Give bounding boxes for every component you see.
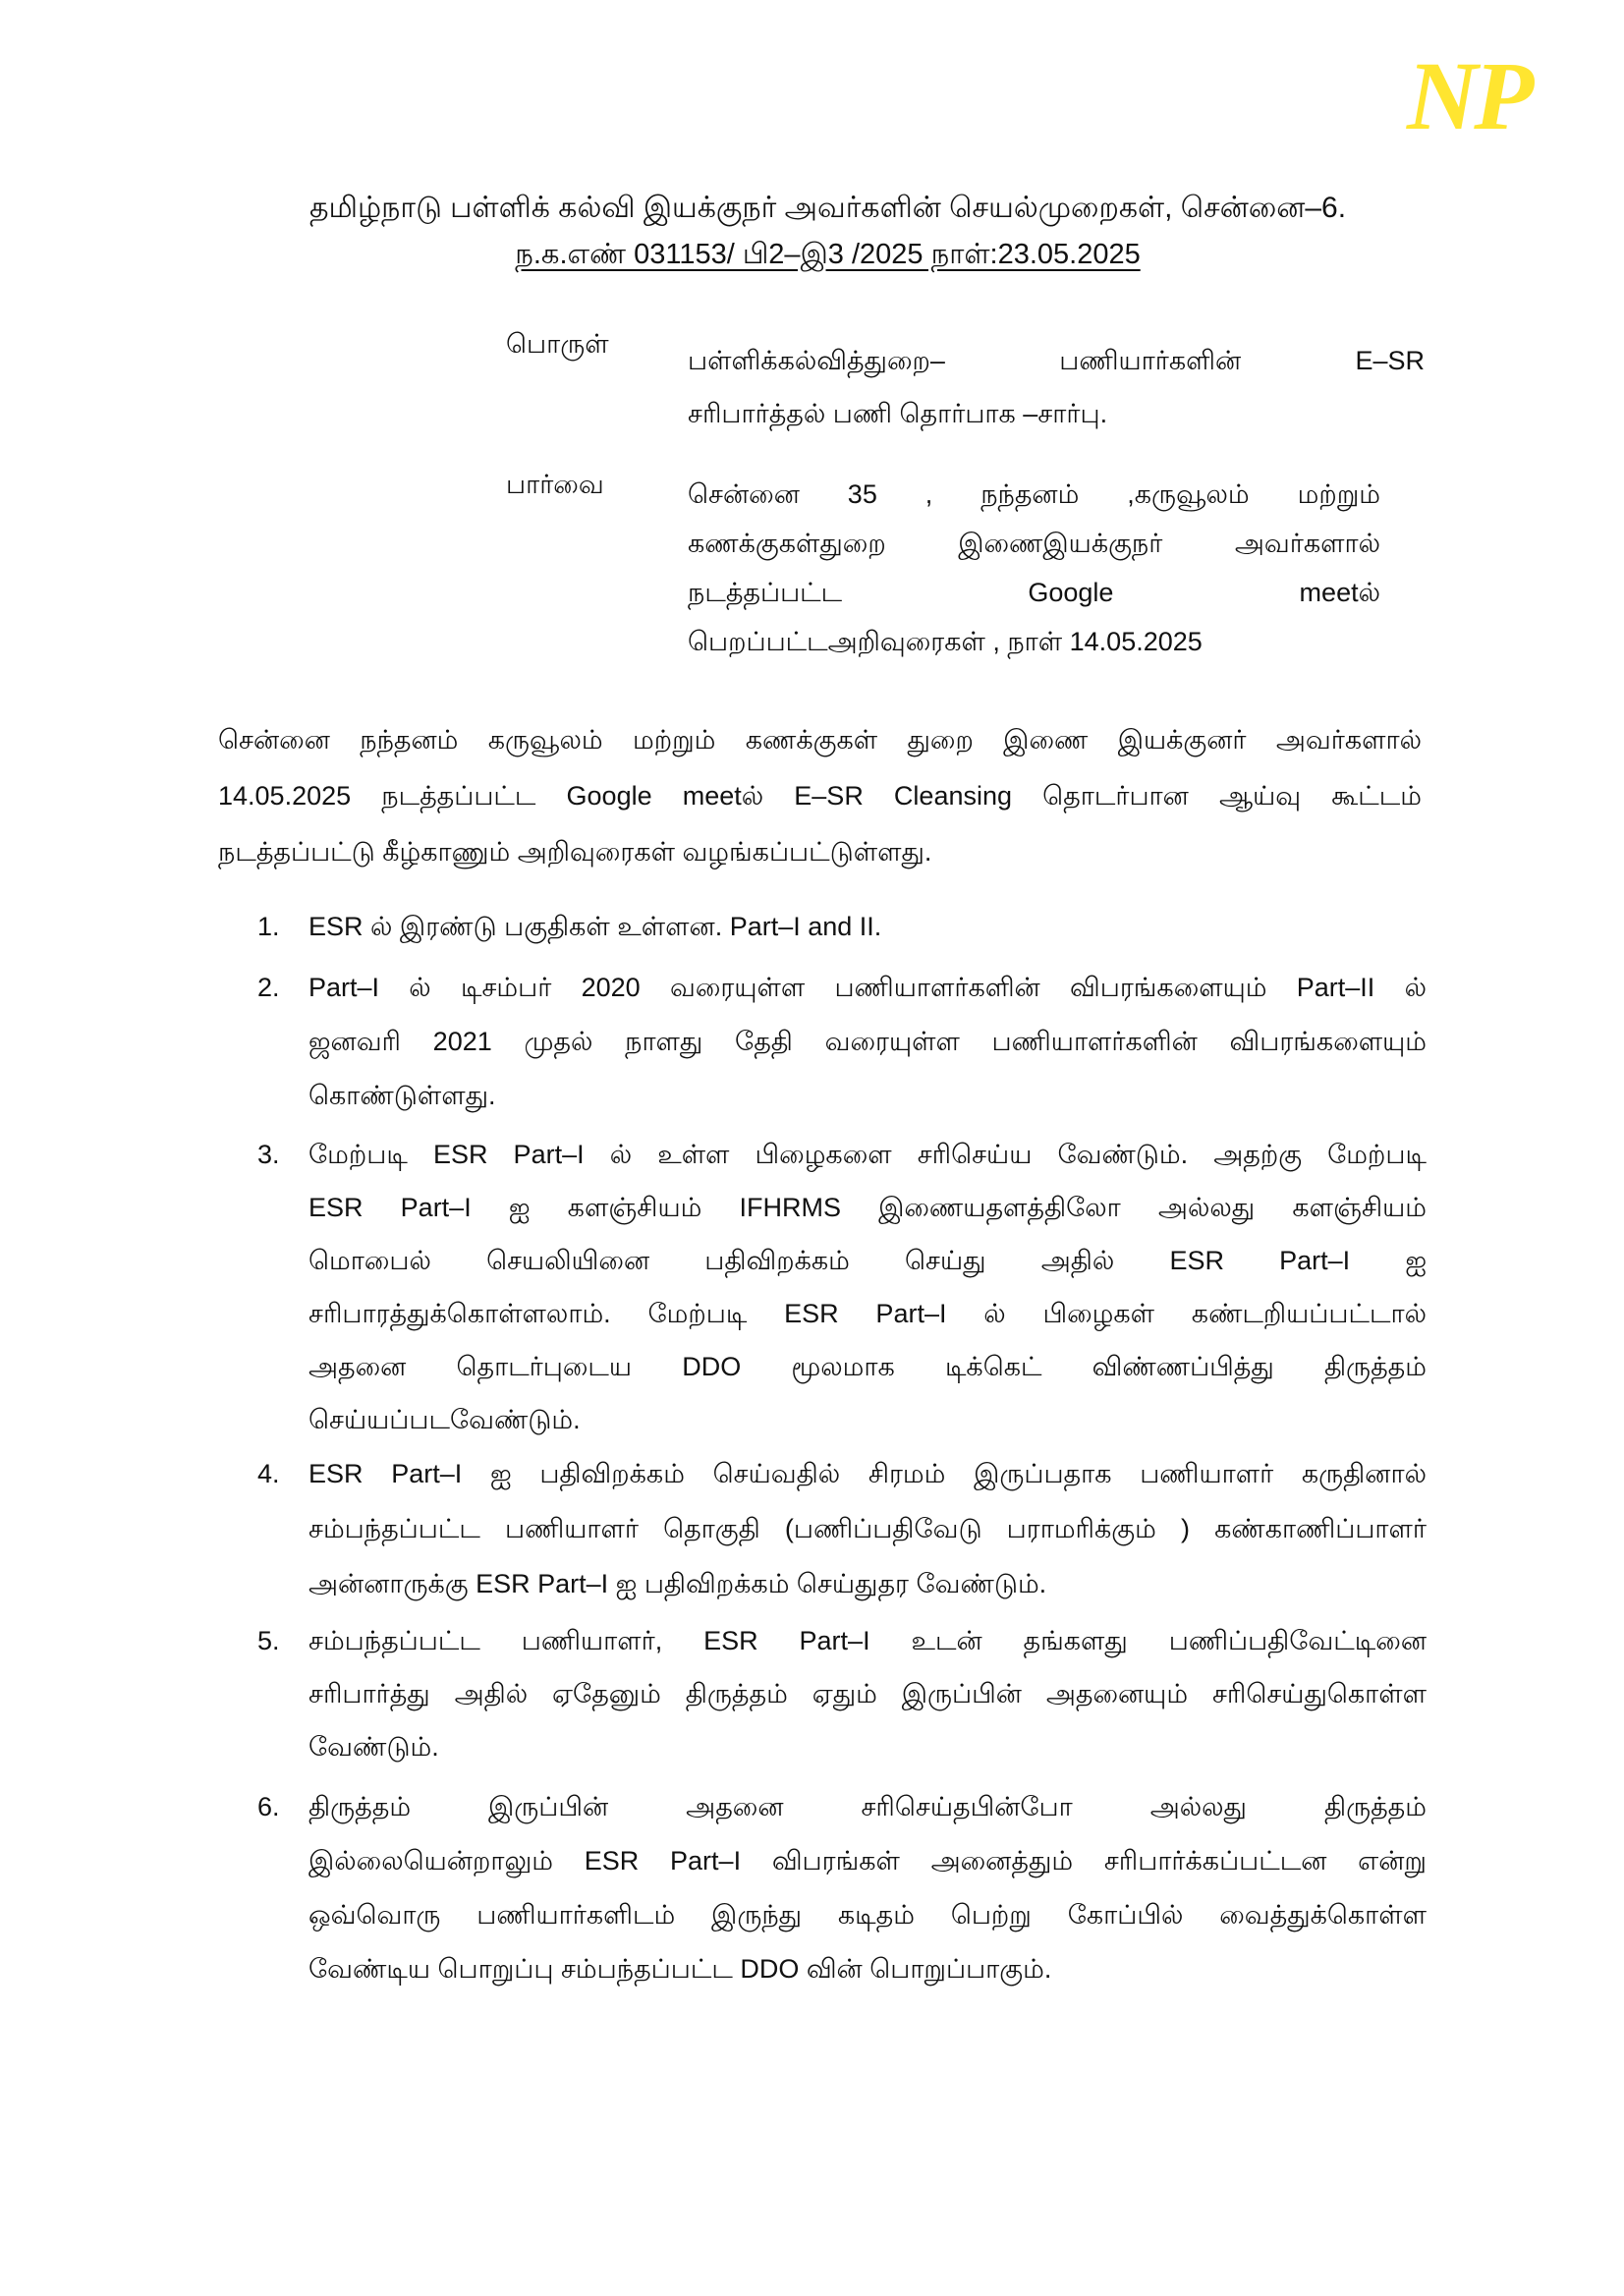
text-line: சரிபாரத்துக்கொள்ளலாம். மேற்படி ESR Part–I ல் பிழைகள் கண்டறியப்பட்டால் — [308, 1299, 1427, 1328]
text-line: வேண்டிய பொறுப்பு சம்பந்தப்பட்ட DDO வின் பொறுப்பாகும். — [308, 1954, 1052, 1984]
list-item-text — [308, 961, 1427, 1123]
list-item-number: 1. — [257, 912, 280, 941]
text-line: சரிபார்த்தல் பணி தொர்பாக –சார்பு. — [688, 399, 1108, 428]
text-line: வேண்டும். — [308, 1732, 439, 1762]
text-line: செய்யப்படவேண்டும். — [308, 1405, 581, 1434]
list-item-number: 6. — [257, 1792, 280, 1821]
text-line: ஜனவரி 2021 முதல் நாளது தேதி வரையுள்ள பணியாளர்களின் விபரங்களையும் — [308, 1027, 1427, 1056]
text-line: சரிபார்த்து அதில் ஏதேனும் திருத்தம் ஏதும் இருப்பின் அதனையும் சரிசெய்துகொள்ள — [308, 1679, 1427, 1708]
text-line: கொண்டுள்ளது. — [308, 1081, 496, 1110]
text-line: சம்பந்தப்பட்ட பணியாளர், ESR Part–I உடன் தங்களது பணிப்பதிவேட்டினை — [308, 1626, 1427, 1655]
list-item-text — [308, 1128, 1427, 1446]
list-item-text — [308, 899, 1427, 954]
text-line: பெறப்பட்டஅறிவுரைகள் , நாள் 14.05.2025 — [688, 627, 1203, 656]
text-line: நடத்தப்பட்டு கீழ்காணும் அறிவுரைகள் வழங்கப்பட்டுள்ளது. — [218, 837, 932, 867]
text-line: ஒவ்வொரு பணியார்களிடம் இருந்து கடிதம் பெற்று கோப்பில் வைத்துக்கொள்ள — [308, 1900, 1427, 1930]
text-line: Part–I ல் டிசம்பர் 2020 வரையுள்ள பணியாளர்களின் விபரங்களையும் Part–II ல் — [308, 973, 1427, 1002]
text-line: சென்னை 35 , நந்தனம் ,கருவூலம் மற்றும் — [688, 479, 1380, 509]
list-item-number: 3. — [257, 1140, 280, 1169]
reference-label: பார்வை — [506, 470, 604, 499]
subject-text — [688, 334, 1425, 440]
text-line: சென்னை நந்தனம் கருவூலம் மற்றும் கணக்குகள் துறை இணை இயக்குனர் அவர்களால் — [218, 725, 1422, 755]
list-item-number: 2. — [257, 973, 280, 1002]
text-line: இல்லையென்றாலும் ESR Part–I விபரங்கள் அனைத்தும் சரிபார்க்கப்பட்டன என்று — [308, 1846, 1427, 1876]
list-item-number: 4. — [257, 1459, 280, 1488]
text-line: அன்னாருக்கு ESR Part–I ஐ பதிவிறக்கம் செய்துதர வேண்டும். — [308, 1569, 1047, 1598]
text-line: ESR Part–I ஐ களஞ்சியம் IFHRMS இணையதளத்திலோ அல்லது களஞ்சியம் — [308, 1193, 1427, 1222]
text-line: ESR ல் இரண்டு பகுதிகள் உள்ளன. Part–I and II. — [308, 912, 882, 941]
intro-paragraph — [218, 712, 1422, 880]
text-line: நடத்தப்பட்ட Google meetல் — [688, 578, 1380, 607]
text-line: கணக்குகள்துறை இணைஇயக்குநர் அவர்களால் — [688, 529, 1380, 558]
np-watermark-logo: NP — [1407, 41, 1531, 150]
office-heading: தமிழ்நாடு பள்ளிக் கல்வி இயக்குநர் அவர்களின் செயல்முறைகள், சென்னை–6. — [308, 192, 1347, 224]
text-line: 14.05.2025 நடத்தப்பட்ட Google meetல் E–SR Cleansing தொடர்பான ஆய்வு கூட்டம் — [218, 781, 1422, 811]
text-line: திருத்தம் இருப்பின் அதனை சரிசெய்தபின்போ அல்லது திருத்தம் — [308, 1792, 1427, 1821]
list-item-text — [308, 1614, 1427, 1773]
reference-number: ந.க.எண் 031153/ பி2–இ3 /2025 நாள்:23.05.2025 — [515, 239, 1141, 270]
list-item-number: 5. — [257, 1626, 280, 1655]
text-line: ESR Part–I ஐ பதிவிறக்கம் செய்வதில் சிரமம் இருப்பதாக பணியாளர் கருதினால் — [308, 1459, 1427, 1488]
text-line: சம்பந்தப்பட்ட பணியாளர் தொகுதி (பணிப்பதிவேடு பராமரிக்கும் ) கண்காணிப்பாளர் — [308, 1514, 1427, 1543]
subject-label: பொருள் — [506, 329, 609, 359]
list-item-text — [308, 1446, 1427, 1611]
text-line: பள்ளிக்கல்வித்துறை– பணியார்களின் E–SR — [688, 346, 1425, 375]
text-line: அதனை தொடர்புடைய DDO மூலமாக டிக்கெட் விண்ணப்பித்து திருத்தம் — [308, 1352, 1427, 1381]
reference-text — [688, 470, 1380, 666]
text-line: மொபைல் செயலியினை பதிவிறக்கம் செய்து அதில் ESR Part–I ஐ — [308, 1246, 1427, 1275]
list-item-text — [308, 1780, 1427, 1996]
text-line: மேற்படி ESR Part–I ல் உள்ள பிழைகளை சரிசெய்ய வேண்டும். அதற்கு மேற்படி — [308, 1140, 1427, 1169]
